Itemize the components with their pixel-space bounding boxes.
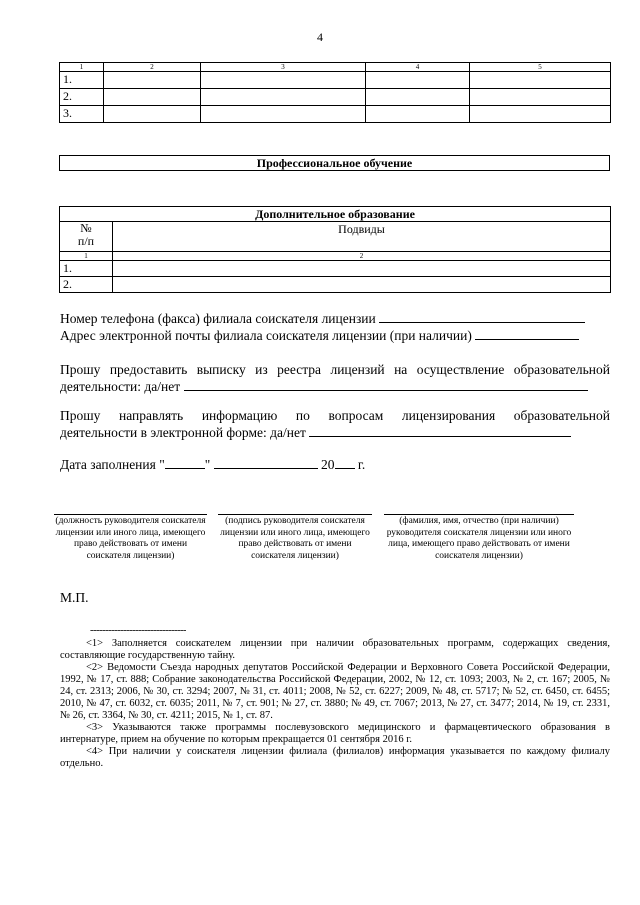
table-cell[interactable] [104,106,201,123]
footnotes [60,638,610,770]
footnote-separator: -------------------------------- [90,625,186,636]
row-number: 1. [60,261,113,277]
year-prefix: 20 [321,457,335,472]
table-row [60,261,611,277]
email-line [60,327,579,344]
programs-table [59,62,611,123]
extract-request-line2 [60,378,588,395]
table-cell[interactable] [470,72,611,89]
extract-request-line1: Прошу предоставить выписку из реестра лицензий на осуществление образовательной [60,362,610,377]
column-header: 3 [201,63,366,72]
table-cell[interactable] [470,89,611,106]
stamp-placeholder: М.П. [60,590,89,605]
column-header: 2 [113,252,611,261]
table-cell[interactable] [201,89,366,106]
position-caption: (должность руководителя соискателя лицензии или иного лица, имеющего право действовать от имени соискателя лицензии) [55,516,206,561]
table-cell[interactable] [366,106,470,123]
year-field[interactable] [335,456,355,469]
signature-line[interactable] [218,514,372,515]
column-header: № п/п [60,222,113,252]
table-cell[interactable] [366,72,470,89]
table-row [60,106,611,123]
column-header: 5 [470,63,611,72]
column-header: 1 [60,252,113,261]
table-row [60,72,611,89]
row-number: 2. [60,277,113,293]
extract-request-field[interactable] [184,378,588,391]
electronic-request-line1: Прошу направлять информацию по вопросам лицензирования образовательной [60,408,610,423]
table-cell[interactable] [104,89,201,106]
section-title: Профессиональное обучение [60,156,610,171]
electronic-request-field[interactable] [309,424,571,437]
table-row [60,89,611,106]
signature-caption: (подпись руководителя соискателя лицензии или иного лица, имеющего право действовать от имени соискателя лицензии) [220,516,370,561]
table-cell[interactable] [470,106,611,123]
phone-line [60,310,585,327]
month-field[interactable] [214,456,318,469]
date-quote: " [204,457,211,472]
extract-request-label: деятельности: да/нет [60,379,181,394]
date-label: Дата заполнения " [60,457,165,472]
table-cell[interactable] [201,106,366,123]
electronic-request-line2 [60,424,571,441]
row-number: 3. [60,106,104,123]
phone-label: Номер телефона (факса) филиала соискателя лицензии [60,311,376,326]
table-cell[interactable] [104,72,201,89]
position-signature-line[interactable] [54,514,207,515]
footnote-1: <1> Заполняется соискателем лицензии при наличии образовательных программ, содержащих сведения, составляющие государственную тайну. [60,638,610,661]
fullname-signature-line[interactable] [384,514,574,515]
email-field[interactable] [475,327,579,340]
table-row [60,277,611,293]
email-label: Адрес электронной почты филиала соискателя лицензии (при наличии) [60,328,472,343]
table-cell[interactable] [366,89,470,106]
additional-education-table [59,206,611,293]
section-title: Дополнительное образование [60,207,611,222]
table-cell[interactable] [113,261,611,277]
column-header: 1 [60,63,104,72]
electronic-request-label: деятельности в электронной форме: да/нет [60,425,306,440]
footnote-3: <3> Указываются также программы послевузовского медицинского и фармацевтического образования в интернатуре, прием на обучение по которым прекращается 01 сентября 2016 г. [60,722,610,745]
column-header: Подвиды [113,222,611,252]
footnote-2: <2> Ведомости Съезда народных депутатов Российской Федерации и Верховного Совета Российской Федерации, 1992, № 17, ст. 888; Собрание законодательства Российской Федерации, 2002, № 12, ст. 1093; 2003, № 2, ст. 167; 2005, № 24, ст. 2313; 2006, № 30, ст. 3294; 2007, № 31, ст. 4011; 2008, № 52, ст. 6227; 2009, № 48, ст. 5717; № 52, ст. 6450, ст. 6455; 2010, № 47, ст. 6032, ст. 6035; 2011, № 7, ст. 901; № 27, ст. 3880; № 49, ст. 7067; 2013, № 27, ст. 3477; 2014, № 19, ст. 2331, № 26, ст. 3364, № 30, ст. 4211; 2015, № 1, ст. 87. [60,662,610,721]
table-cell[interactable] [113,277,611,293]
page-number: 4 [317,30,323,44]
footnote-4: <4> При наличии у соискателя лицензии филиала (филиалов) информация указывается по каждому филиалу отдельно. [60,746,610,769]
table-cell[interactable] [201,72,366,89]
day-field[interactable] [165,456,205,469]
phone-field[interactable] [379,310,585,323]
row-number: 1. [60,72,104,89]
fullname-caption: (фамилия, имя, отчество (при наличии) руководителя соискателя лицензии или иного лица, имеющего право действовать от имени соискателя лицензии) [386,516,572,561]
column-header: 2 [104,63,201,72]
professional-training-table [59,155,610,171]
row-number: 2. [60,89,104,106]
year-suffix: г. [357,457,366,472]
column-header: 4 [366,63,470,72]
date-line [60,456,365,473]
